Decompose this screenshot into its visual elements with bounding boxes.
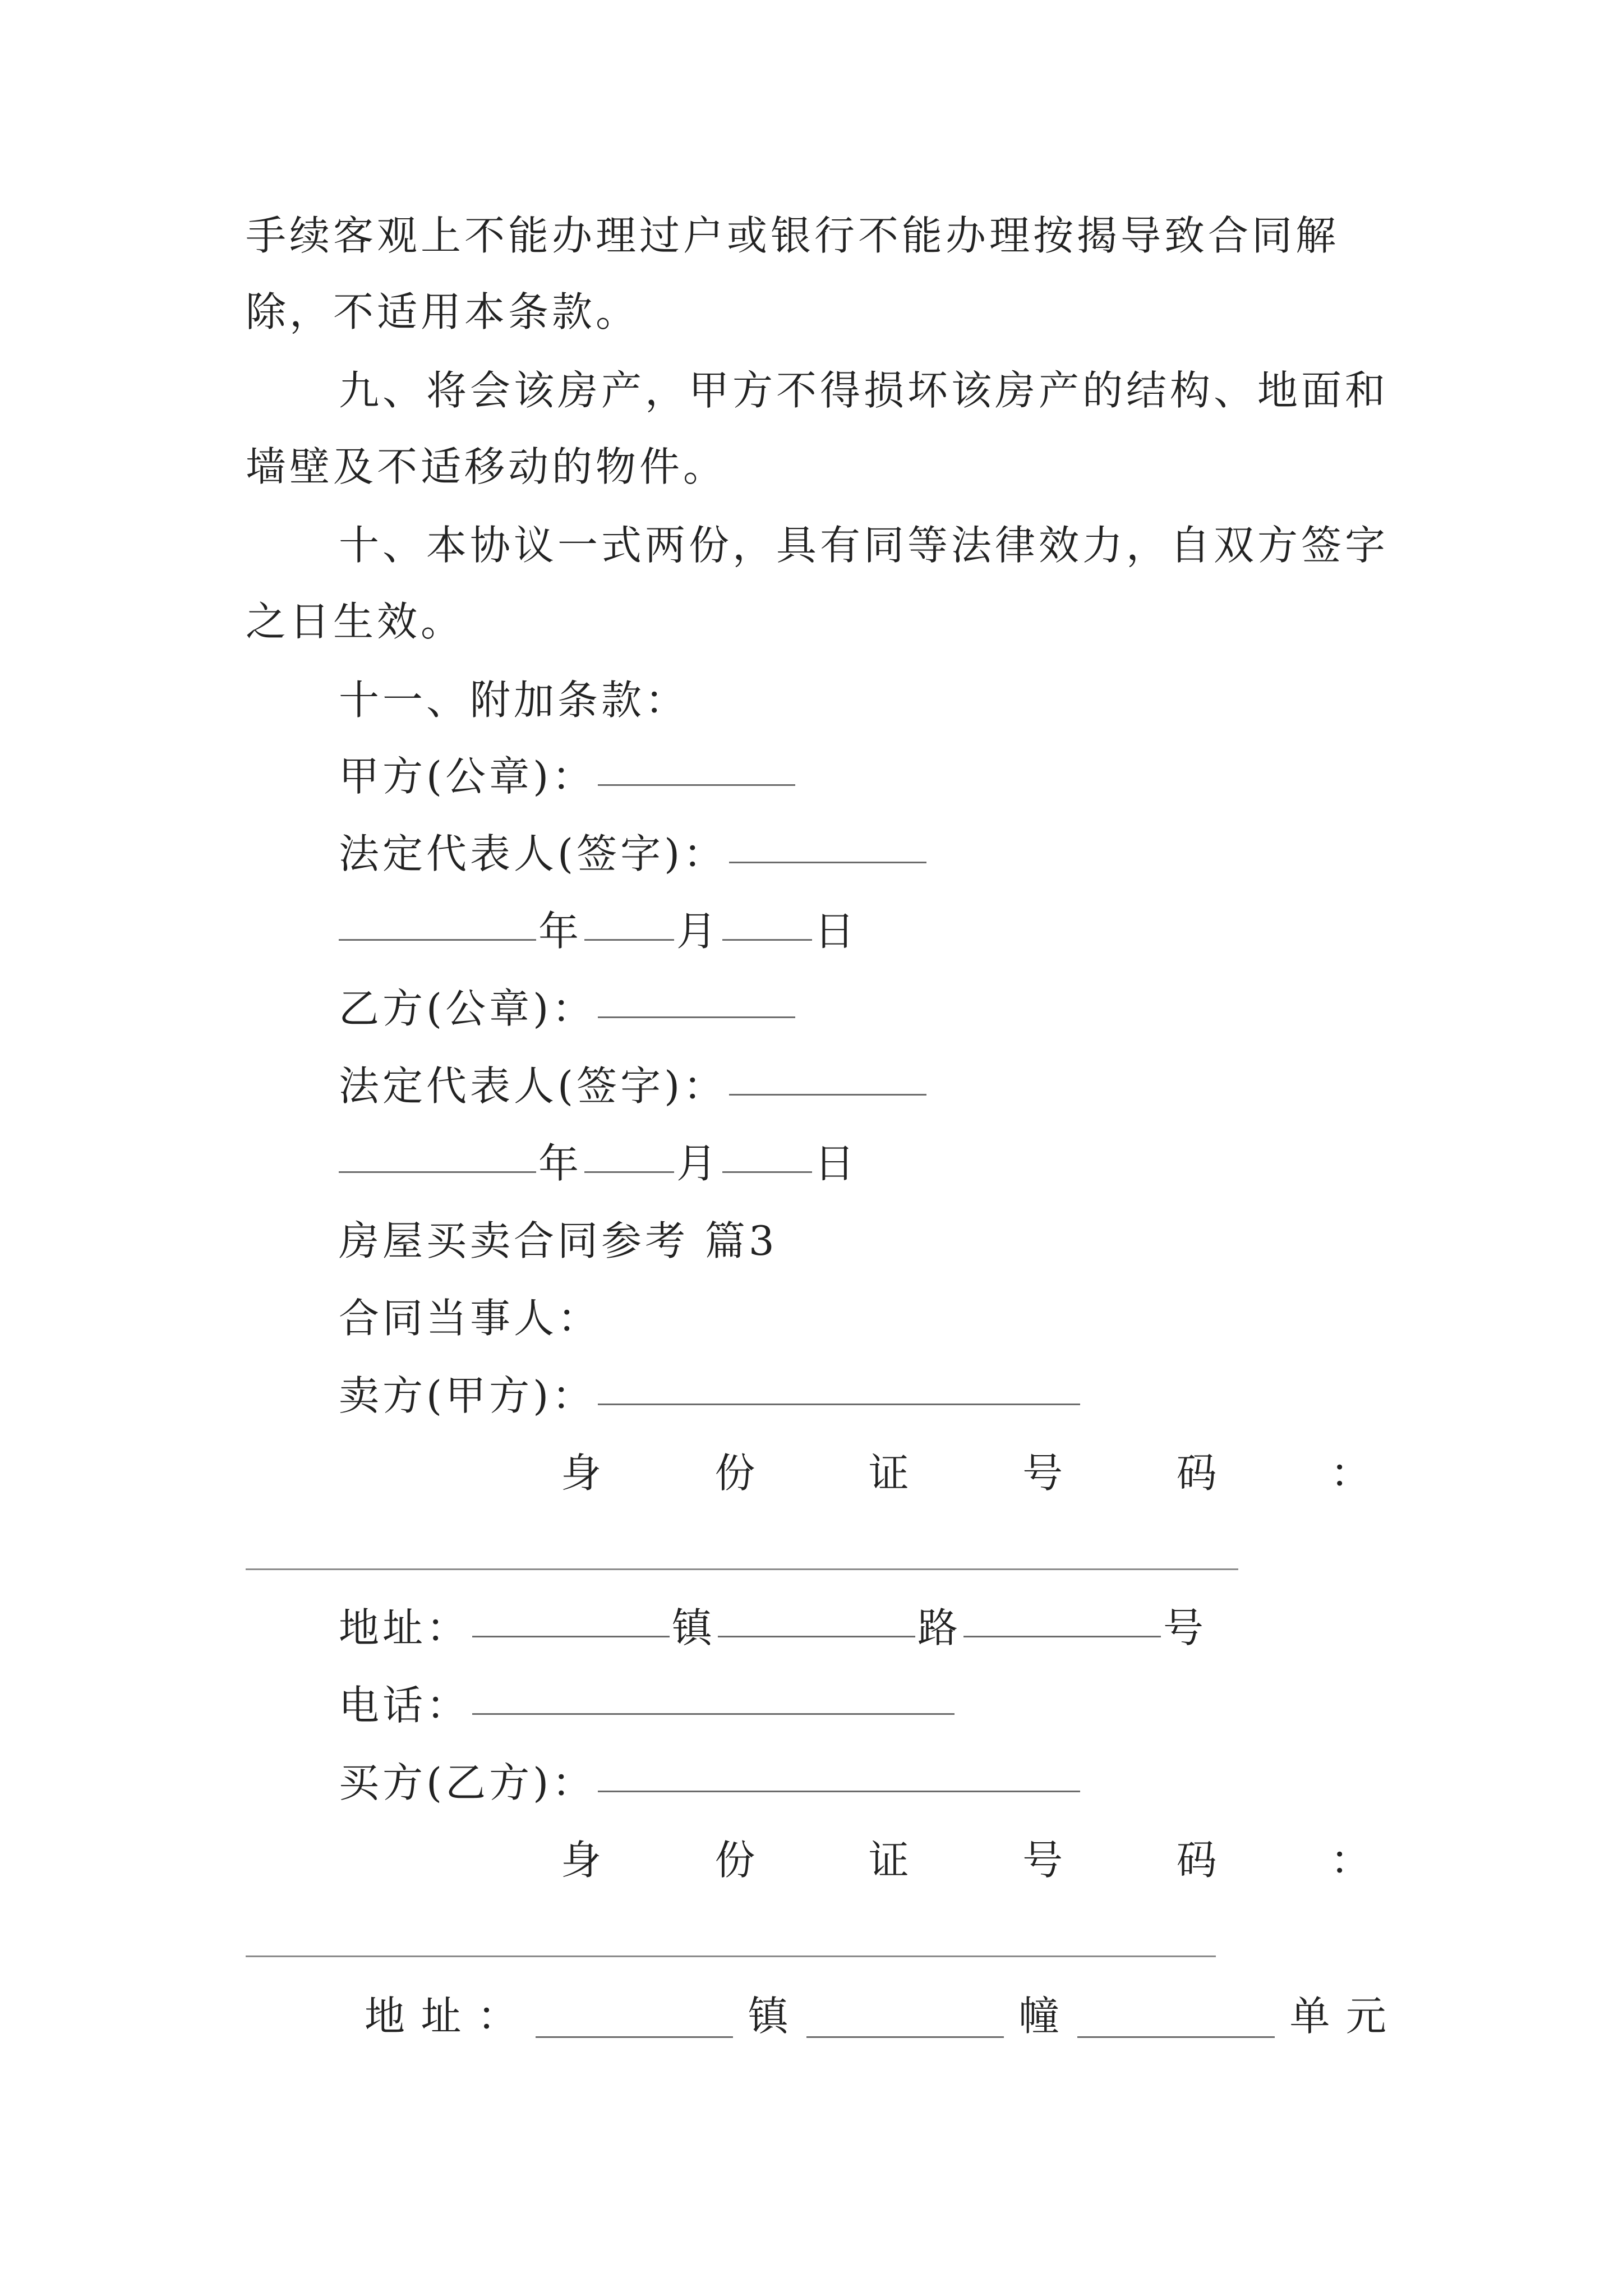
seller-label: 卖方(甲方)： xyxy=(339,1372,596,1419)
party-a-day-blank[interactable] xyxy=(722,898,812,941)
seller-row xyxy=(339,1362,1390,1429)
clause-10-line-2: 之日生效。 xyxy=(246,598,465,645)
seller-id-char-1: 身 xyxy=(561,1450,605,1497)
buyer-unit-char-2: 元 xyxy=(1345,1993,1390,2040)
party-a-rep-row xyxy=(339,820,1390,887)
party-a-seal-label: 甲方(公章)： xyxy=(339,753,596,800)
party-b-date-row xyxy=(339,1130,1390,1197)
party-b-month-blank[interactable] xyxy=(584,1130,674,1173)
seller-phone-row xyxy=(339,1672,1390,1739)
buyer-id-char-2: 份 xyxy=(714,1837,759,1884)
buyer-id-char-3: 证 xyxy=(868,1837,912,1884)
section-title: 房屋买卖合同参考 篇3 xyxy=(339,1217,778,1264)
body-line-2: 除，不适用本条款。 xyxy=(246,288,640,335)
buyer-id-char-1: 身 xyxy=(561,1837,605,1884)
seller-town-blank[interactable] xyxy=(472,1594,670,1637)
buyer-unit-char-1: 单 xyxy=(1289,1993,1334,2040)
seller-road-label: 路 xyxy=(917,1604,962,1651)
buyer-name-blank[interactable] xyxy=(598,1749,1080,1792)
party-a-date-row xyxy=(339,898,1390,965)
seller-id-char-5: 码 xyxy=(1176,1450,1220,1497)
seller-phone-label: 电话： xyxy=(339,1682,471,1729)
seller-road-blank[interactable] xyxy=(718,1594,915,1637)
party-a-seal-row xyxy=(339,743,1390,810)
seller-id-blank[interactable] xyxy=(246,1568,1238,1570)
buyer-id-blank[interactable] xyxy=(246,1955,1216,1957)
seller-id-char-3: 证 xyxy=(868,1450,912,1497)
party-a-day-label: 日 xyxy=(814,908,859,955)
buyer-label: 买方(乙方)： xyxy=(339,1759,596,1806)
buyer-building-blank[interactable] xyxy=(806,1995,1004,2038)
party-b-year-label: 年 xyxy=(538,1140,583,1187)
buyer-town-label: 镇 xyxy=(748,1993,792,2040)
party-b-year-blank[interactable] xyxy=(339,1130,536,1173)
party-b-day-blank[interactable] xyxy=(722,1130,812,1173)
seller-id-char-4: 号 xyxy=(1022,1450,1067,1497)
buyer-address-char-2: 址 xyxy=(421,1993,465,2040)
buyer-id-row xyxy=(561,1826,1374,1894)
buyer-address-char-1: 地 xyxy=(365,1993,409,2040)
clause-10-line-1: 十、本协议一式两份，具有同等法律效力，自双方签字 xyxy=(339,522,1389,569)
seller-number-blank[interactable] xyxy=(963,1594,1161,1637)
party-a-rep-label: 法定代表人(签字)： xyxy=(339,830,727,877)
seller-address-row xyxy=(339,1594,1390,1662)
buyer-address-char-3: ： xyxy=(477,1993,521,2040)
party-b-seal-blank[interactable] xyxy=(598,975,795,1018)
party-a-seal-blank[interactable] xyxy=(598,743,795,786)
buyer-row xyxy=(339,1749,1390,1816)
seller-name-blank[interactable] xyxy=(598,1362,1080,1405)
party-a-rep-blank[interactable] xyxy=(729,820,926,863)
seller-number-label: 号 xyxy=(1163,1604,1207,1651)
party-b-rep-blank[interactable] xyxy=(729,1052,926,1096)
seller-address-label: 地址： xyxy=(339,1604,471,1651)
buyer-address-row xyxy=(365,1982,1390,2050)
seller-phone-blank[interactable] xyxy=(472,1672,955,1715)
buyer-unit-blank[interactable] xyxy=(1077,1995,1275,2038)
parties-label: 合同当事人： xyxy=(339,1295,602,1342)
clause-9-line-2: 墙壁及不适移动的物件。 xyxy=(246,443,727,490)
party-b-rep-row xyxy=(339,1052,1390,1120)
party-a-month-label: 月 xyxy=(676,908,721,955)
body-line-1-text: 手续客观上不能办理过户或银行不能办理按揭导致合同解 xyxy=(246,212,1340,259)
party-b-seal-row xyxy=(339,975,1390,1042)
seller-id-row xyxy=(561,1439,1374,1507)
seller-town-label: 镇 xyxy=(672,1604,716,1651)
body-line-1 xyxy=(246,202,1390,269)
party-b-rep-label: 法定代表人(签字)： xyxy=(339,1062,727,1110)
buyer-id-char-4: 号 xyxy=(1022,1837,1067,1884)
buyer-id-char-5: 码 xyxy=(1176,1837,1220,1884)
buyer-id-char-6: ： xyxy=(1330,1837,1374,1884)
party-b-seal-label: 乙方(公章)： xyxy=(339,985,596,1032)
party-a-year-label: 年 xyxy=(538,908,583,955)
party-a-year-blank[interactable] xyxy=(339,898,536,941)
buyer-town-blank[interactable] xyxy=(536,1995,733,2038)
seller-id-char-6: ： xyxy=(1330,1450,1374,1497)
seller-id-char-2: 份 xyxy=(714,1450,759,1497)
clause-9-line-1: 九、将会该房产，甲方不得损坏该房产的结构、地面和 xyxy=(339,367,1389,414)
clause-11-heading: 十一、附加条款： xyxy=(339,677,689,724)
party-b-day-label: 日 xyxy=(814,1140,859,1187)
party-b-month-label: 月 xyxy=(676,1140,721,1187)
party-a-month-blank[interactable] xyxy=(584,898,674,941)
buyer-building-label: 幢 xyxy=(1018,1993,1063,2040)
